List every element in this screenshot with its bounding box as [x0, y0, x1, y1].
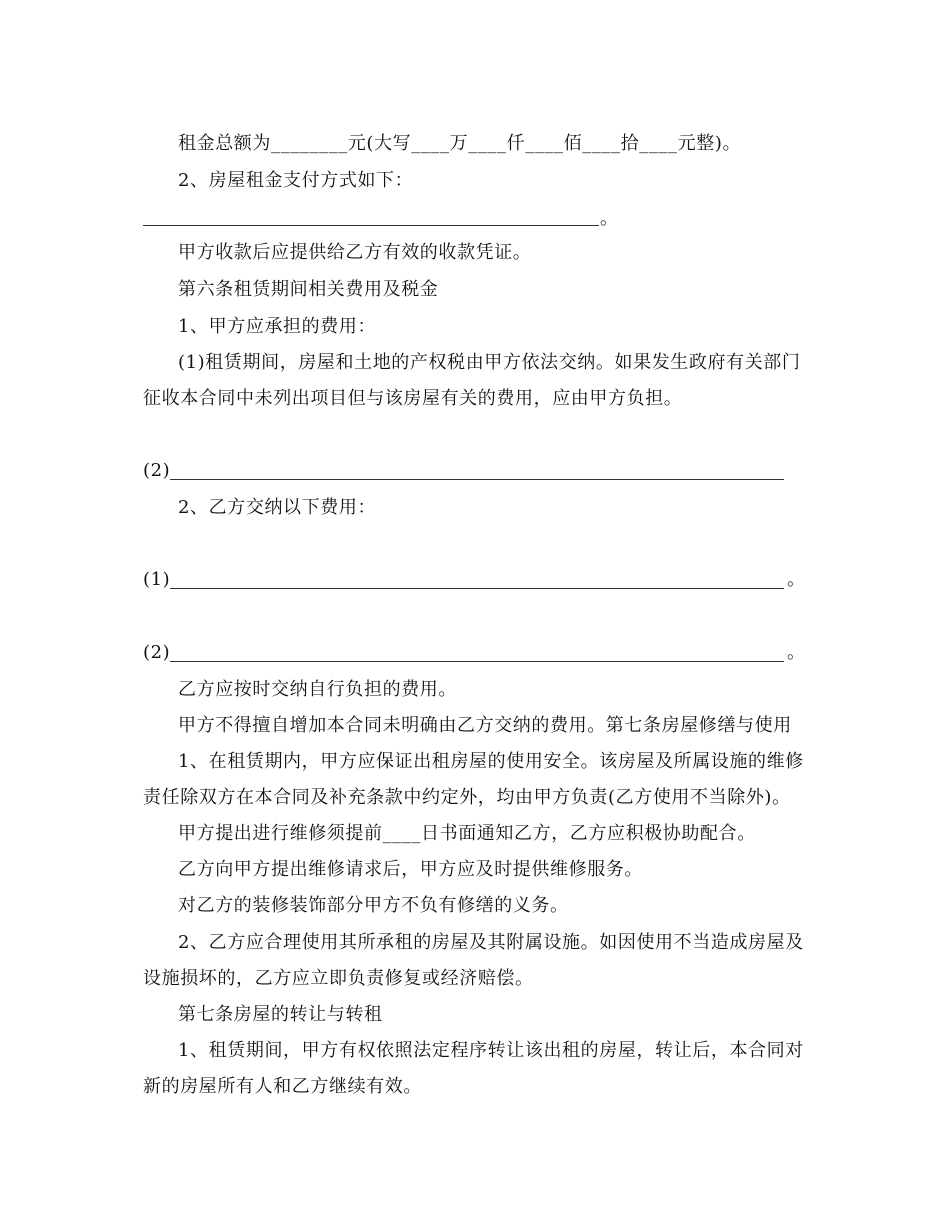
decoration-clause: 对乙方的装修装饰部分甲方不负有修缮的义务。: [178, 895, 569, 916]
party-b-fee-item-1-period: 。: [787, 569, 805, 590]
repair-clause-1: 1、在租赁期内，甲方应保证出租房屋的使用安全。该房屋及所属设施的维修: [178, 751, 804, 772]
payment-method-heading: 2、房屋租金支付方式如下：: [178, 170, 414, 191]
receipt-clause: 甲方收款后应提供给乙方有效的收款凭证。: [178, 242, 532, 263]
article-six-title: 第六条租赁期间相关费用及税金: [178, 279, 439, 300]
party-b-pay-on-time: 乙方应按时交纳自行负担的费用。: [178, 679, 457, 700]
party-a-fee-item-1-cont: 征收本合同中未列出项目但与该房屋有关的费用，应由甲方负担。: [143, 388, 683, 409]
transfer-clause-1-cont: 新的房屋所有人和乙方继续有效。: [143, 1076, 422, 1097]
reasonable-use-clause: 2、乙方应合理使用其所承租的房屋及其附属设施。如因使用不当造成房屋及: [178, 932, 804, 953]
repair-clause-1-cont: 责任除双方在本合同及补充条款中约定外，均由甲方负责(乙方使用不当除外)。: [143, 787, 791, 808]
repair-notice-clause: 甲方提出进行维修须提前____日书面通知乙方，乙方应积极协助配合。: [178, 823, 756, 844]
party-b-fee-item-2-period: 。: [787, 642, 805, 663]
reasonable-use-clause-cont: 设施损坏的，乙方应立即负责修复或经济赔偿。: [143, 968, 534, 989]
no-extra-fees-and-article-seven: 甲方不得擅自增加本合同未明确由乙方交纳的费用。第七条房屋修缮与使用: [178, 715, 792, 736]
transfer-clause-1: 1、租赁期间，甲方有权依照法定程序转让该出租的房屋，转让后，本合同对: [178, 1040, 804, 1061]
payment-method-period: 。: [600, 208, 618, 229]
party-b-fees-heading: 2、乙方交纳以下费用：: [178, 497, 377, 518]
article-transfer-title: 第七条房屋的转让与转租: [178, 1004, 383, 1025]
rent-total-line: 租金总额为________元(大写____万____仟____佰____拾____元整)。: [178, 133, 742, 154]
payment-method-blank: [143, 225, 599, 226]
party-a-fee-item-2-blank: [170, 479, 784, 480]
repair-request-clause: 乙方向甲方提出维修请求后，甲方应及时提供维修服务。: [178, 859, 643, 880]
party-b-fee-item-2-label: (2): [143, 642, 171, 663]
party-a-fee-item-2-label: (2): [143, 460, 171, 481]
party-b-fee-item-1-blank: [170, 588, 784, 589]
party-a-fees-heading: 1、甲方应承担的费用：: [178, 316, 377, 337]
party-b-fee-item-1-label: (1): [143, 569, 171, 590]
party-a-fee-item-1: (1)租赁期间，房屋和土地的产权税由甲方依法交纳。如果发生政府有关部门: [178, 352, 801, 373]
party-b-fee-item-2-blank: [170, 661, 784, 662]
